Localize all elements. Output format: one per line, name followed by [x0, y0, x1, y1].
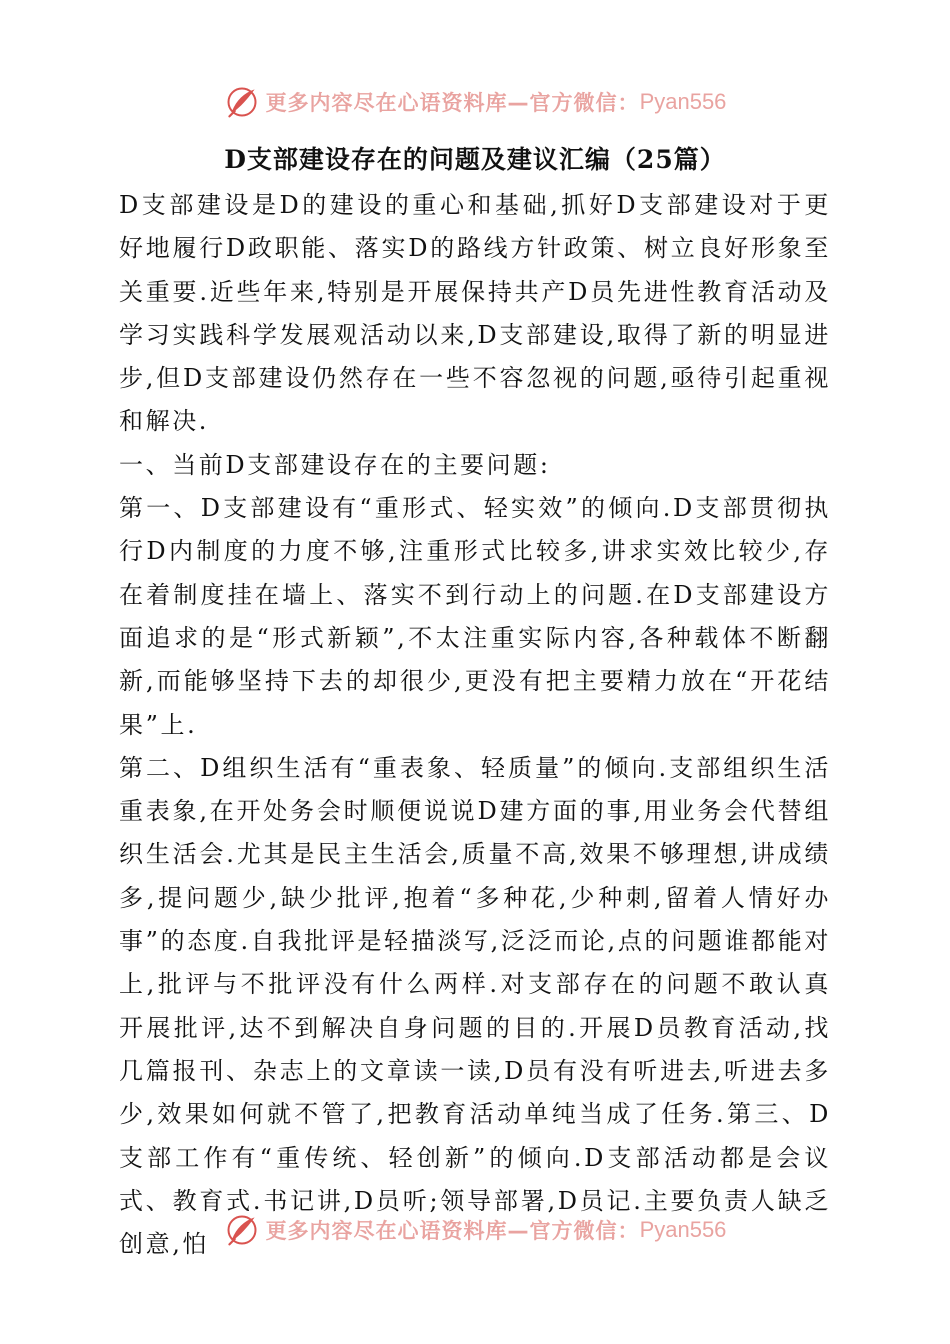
header-watermark [0, 82, 950, 122]
pen-leaf-logo-icon [224, 84, 260, 120]
paragraph-intro: D支部建设是D的建设的重心和基础,抓好D支部建设对于更好地履行D政职能、落实D的路线方针政策、树立良好形象至关重要.近些年来,特别是开展保持共产D员先进性教育活动及学习实践科学发展观活动以来,D支部建设,取得了新的明显进步,但D支部建设仍然存在一些不容忽视的问题,亟待引起重视和解决. [119, 191, 831, 436]
pen-leaf-logo-icon [224, 1212, 260, 1248]
document-title: D支部建设存在的问题及建议汇编（25篇） [224, 145, 726, 174]
paragraph-second-issue: 第二、D组织生活有“重表象、轻质量”的倾向.支部组织生活重表象,在开处务会时顺便说说D建方面的事,用业务会代替组织生活会.尤其是民主生活会,质量不高,效果不够理想,讲成绩多,提问题少,缺少批评,抱着“多种花,少种刺,留着人情好办事”的态度.自我批评是轻描淡写,泛泛而论,点的问题谁都能对上,批评与不批评没有什么两样.对支部存在的问题不敢认真开展批评,达不到解决自身问题的目的.开展D员教育活动,找几篇报刊、杂志上的文章读一读,D员有没有听进去,听进去多少,效果如何就不管了,把教育活动单纯当成了任务.第三、D支部工作有“重传统、轻创新”的倾向.D支部活动都是会议式、教育式.书记讲,D员听;领导部署,D员记.主要负责人缺乏创意,怕 [119, 753, 831, 1259]
watermark-wechat-id: Pyan556 [639, 1217, 727, 1242]
document-body [119, 184, 831, 1266]
watermark-wechat-id: Pyan556 [639, 89, 727, 114]
paragraph-first-issue: 第一、D支部建设有“重形式、轻实效”的倾向.D支部贯彻执行D内制度的力度不够,注重形式比较多,讲求实效比较少,存在着制度挂在墙上、落实不到行动上的问题.在D支部建设方面追求的是“形式新颖”,不太注重实际内容,各种载体不断翻新,而能够坚持下去的却很少,更没有把主要精力放在“开花结果”上. [119, 494, 831, 739]
watermark-text: 更多内容尽在心语资料库—官方微信： [265, 91, 640, 115]
watermark-text: 更多内容尽在心语资料库—官方微信： [265, 1219, 640, 1243]
footer-watermark [0, 1210, 950, 1250]
section-heading: 一、当前D支部建设存在的主要问题: [119, 450, 551, 479]
